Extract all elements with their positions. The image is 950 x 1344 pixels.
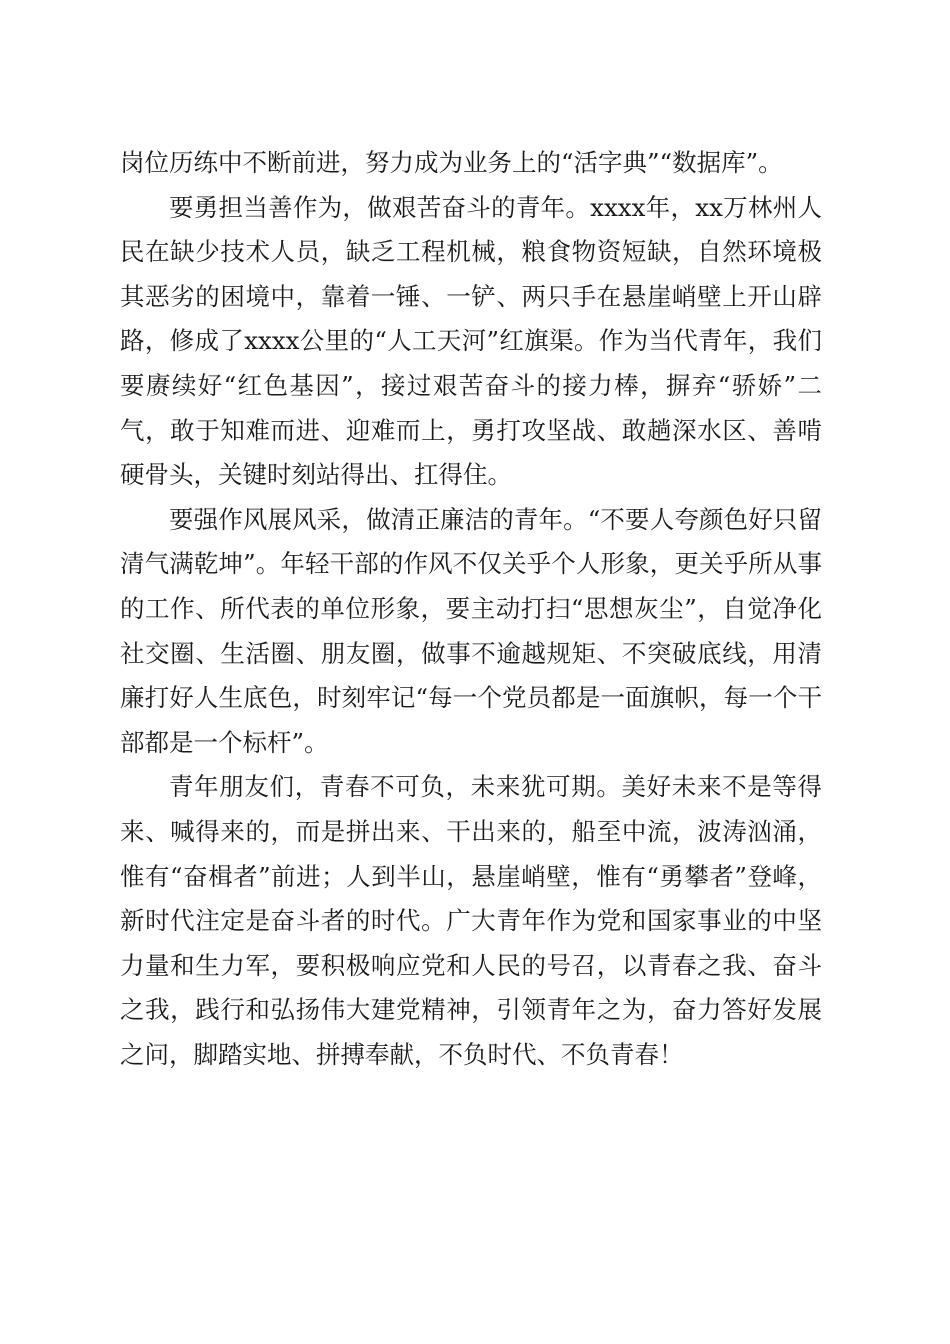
document-body bbox=[120, 141, 822, 1077]
paragraph-integrity: 要强作风展风采，做清正廉洁的青年。“不要人夸颜色好只留清气满乾坤”。年轻干部的作风不仅关乎个人形象，更关乎所从事的工作、所代表的单位形象，要主动打扫“思想灰尘”，自觉净化社交圈、生活圈、朋友圈，做事不逾越规矩、不突破底线，用清廉打好人生底色，时刻牢记“每一个党员都是一面旗帜，每一个干部都是一个标杆”。 bbox=[120, 504, 822, 757]
paragraph-hard-work: 要勇担当善作为，做艰苦奋斗的青年。xxxx年，xx万林州人民在缺少技术人员，缺乏工程机械，粮食物资短缺，自然环境极其恶劣的困境中，靠着一锤、一铲、两只手在悬崖峭壁上开山辟路，修成了xxxx公里的“人工天河”红旗渠。作为当代青年，我们要赓续好“红色基因”，接过艰苦奋斗的接力棒，摒弃“骄娇”二气，敢于知难而进、迎难而上，勇打攻坚战、敢趟深水区、善啃硬骨头，关键时刻站得出、扛得住。 bbox=[120, 192, 822, 490]
paragraph-conclusion: 青年朋友们，青春不可负，未来犹可期。美好未来不是等得来、喊得来的，而是拼出来、干出来的，船至中流，波涛汹涌，惟有“奋楫者”前进；人到半山，悬崖峭壁，惟有“勇攀者”登峰，新时代注定是奋斗者的时代。广大青年作为党和国家事业的中坚力量和生力军，要积极响应党和人民的号召，以青春之我、奋斗之我，践行和弘扬伟大建党精神，引领青年之为，奋力答好发展之问，脚踏实地、拼搏奉献，不负时代、不负青春！ bbox=[120, 772, 822, 1069]
paragraph-continuation: 岗位历练中不断前进，努力成为业务上的“活字典”“数据库”。 bbox=[120, 148, 783, 177]
